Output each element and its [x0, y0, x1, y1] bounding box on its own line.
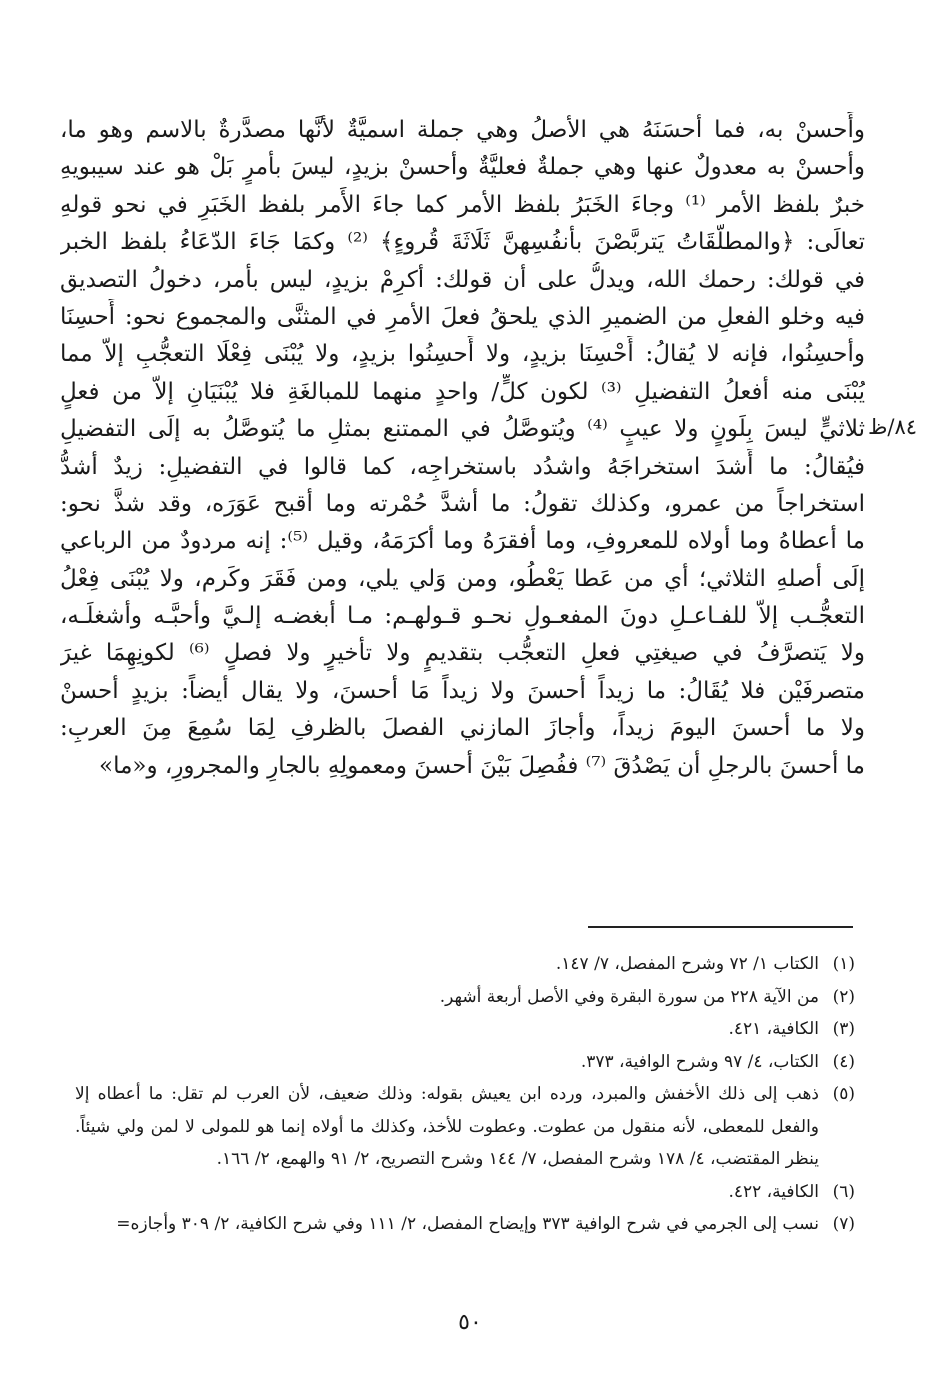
text-line: ولا ما أحسنَ اليومَ زيداً، وأجازَ المازني الفصلَ بالظرفِ لِمَا سُمِعَ مِنَ العربِ: [60, 715, 865, 742]
text-line: وأحسنْ به معدولٌ عنها وهي جملةٌ فعليَّةٌ وأحسنْ بزيدٍ، ليسَ بأمرٍ بَلْ هو عند سيبويهِ [60, 154, 865, 181]
text-line: متصرفَيْن فلا يُقَالُ: ما زيداً أحسنَ ولا زيداً مَا أحسنَ، ولا يقال أيضاً: بزيدٍ أحسنْ [60, 677, 865, 704]
text-line: فيُقالُ: ما أَشدَ استخراجَهُ واشدُد باستخراجِه، كما قالوا في التفضيلِ: زيدٌ أشدُّ [60, 453, 865, 480]
footnote-text: الكافية، ٤٢١. [728, 1019, 819, 1039]
footnote-text: الكافية، ٤٢٢. [728, 1181, 819, 1202]
main-text [60, 112, 865, 785]
text-line: خبرٌ بلفظ الأمر ⁽¹⁾ وجاءَ الخَبَرُ بلفظ الأمر كما جاءَ الأَمر بلفظ الخَبَرِ في نحو قولهِ [60, 191, 865, 218]
text-line: ولا يَتصرَّفُ في صيغتِي فعلِ التعجُّب بتقديمٍ ولا تأخيرٍ ولا فصلٍ ⁽⁶⁾ لكونِهِمَا غيرَ [60, 640, 865, 667]
footnote-number: (٢) [832, 986, 855, 1007]
footnote-number: (٥) [832, 1084, 855, 1104]
footnote-text: الكتاب، ٤/ ٩٧ وشرح الوافية، ٣٧٣. [580, 1051, 819, 1072]
text-line: تعالَى: ﴿والمطلَّقَاتُ يَتربَّصْنَ بأنفُسِهنَّ ثَلَاثَةَ قُروءٍ﴾ ⁽²⁾ وكمَا جَاءَ الدّعَاءُ بلفظ الخبر [60, 229, 865, 256]
footnote-number: (٧) [832, 1214, 855, 1234]
text-line: وأحسِنُوا، فإنه لا يُقالُ: أَحْسِنَا بزيدٍ، ولا أَحسِنُوا بزيدٍ، ولا يُبْنَى فِعْلَا التعجُّبِ إلاّ مما [60, 341, 865, 368]
footnote [75, 981, 855, 1014]
footnote-text: الكتاب ١/ ٧٢ وشرح المفصل، ٧/ ١٤٧. [555, 954, 819, 974]
text-line: في قولك: رحمك الله، ويدلُّ على أن قولك: أكرِمْ بزيدٍ، ليس بأمر، دخولُ التصديق [60, 266, 865, 293]
footnote-text: ذهب إلى ذلك الأخفش والمبرد، ورده ابن يعيش بقوله: وذلك ضعيف، لأن العرب لم تقل: ما أعطاه إلا والفعل للمعطى، لأنه منقول من عطوت. وعطوت للأخذ، وكذلك ما أولاه إنما هو للمولى لا لمن ولي شيئاً. ينظر المقتضب، ٤/ ١٧٨ وشرح المفصل، ٧/ ١٤٤ وشرح التصريح، ٢/ ٩١ والهمع، ٢/ ١٦٦. [75, 1084, 819, 1169]
footnote-separator [588, 926, 853, 928]
text-line: فيه وخلو الفعلِ من الضميرِ الذي يلحقُ فعلَ الأمرِ في المثنَّى والمجموع نحو: أَحسِنَا [60, 303, 865, 330]
text-line: يُبْنَى منه أفعلُ التفضيلِ ⁽³⁾ لكون كلٍّ/ واحدٍ منهما للمبالغَةِ فلا يُبْنَيَانِ إلاّ من فعلٍ [60, 378, 865, 405]
footnote [75, 1078, 855, 1176]
text-line: إلَى أصلهِ الثلاثي؛ أي من عَطا يَعْطُو، ومن وَلي يلي، ومن فَقَرَ وكَرم، ولا يُبْنَى فِعْلُ [60, 565, 865, 592]
page-number: ٥٠ [458, 1310, 482, 1335]
footnote [75, 1013, 855, 1046]
footnote-number: (٣) [832, 1019, 855, 1039]
footnote-text: من الآية ٢٢٨ من سورة البقرة وفي الأصل أربعة أشهر. [439, 986, 819, 1007]
text-line: وأَحسنْ به، فما أحسَنَهُ هي الأصلُ وهي جملة اسميَّةٌ لأنَّها مصدَّرةٌ بالاسم وهو ما، [60, 117, 865, 143]
text-line: ثلاثيٍّ ليسَ بِلَونٍ ولا عيبٍ ⁽⁴⁾ ويُتوصَّلُ في الممتنع بمثلِ ما يُتوصَّلُ به إلَى التفضيلِ [60, 416, 865, 443]
footnote [75, 1208, 855, 1241]
margin-folio-note: ٨٤/ظ [868, 415, 918, 439]
footnote [75, 1176, 855, 1209]
footnote-number: (٤) [832, 1051, 855, 1072]
footnote [75, 948, 855, 981]
footnote-number: (٦) [832, 1181, 855, 1202]
text-line: التعجُّـب إلاّ للفـاعـلِ دونَ المفعـولِ نحـو قـولهـم: مـا أبغضـه إلـيَّ وأحبَّـه وأشغلَـه، [60, 603, 865, 630]
text-line: ما أحسنَ بالرجلِ أن يَصْدُقَ ⁽⁷⁾ ففُصِلَ بَيْنَ أحسنَ ومعمولِهِ بالجارِ والمجرورِ، و«ما» [99, 752, 865, 779]
footnote [75, 1046, 855, 1079]
footnotes [75, 948, 855, 1241]
footnote-number: (١) [832, 954, 855, 974]
text-line: ما أعطاهُ وما أولاه للمعروفِ، وما أفقرَهُ وما أكرَمَهُ، وقيل ⁽⁵⁾: إنه مردودٌ من الرباعي [60, 528, 865, 555]
text-line: استخراجاً من عمرو، وكذلك تقولُ: ما أشدَّ حُمْرته وما أقبح عَوَرَه، وقد شذَّ نحو: [60, 490, 865, 517]
footnote-text: نسب إلى الجرمي في شرح الوافية ٣٧٣ وإيضاح المفصل، ٢/ ١١١ وفي شرح الكافية، ٢/ ٣٠٩ وأجازه= [116, 1214, 819, 1234]
